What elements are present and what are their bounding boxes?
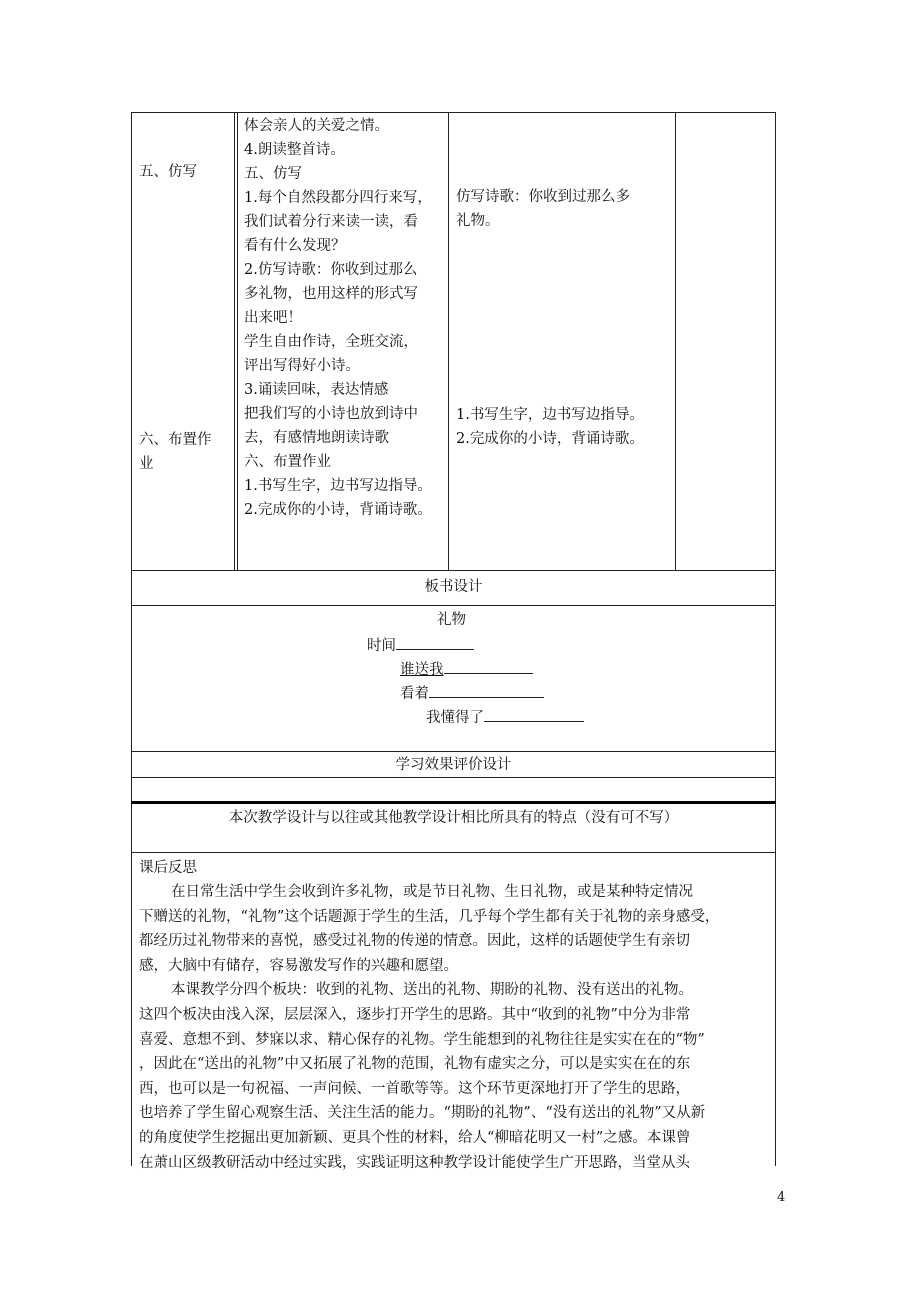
table-border-left <box>131 112 132 1166</box>
row-divider-board-heading <box>131 570 776 571</box>
col1-rewrite: 五、仿写 <box>139 164 197 180</box>
col1-homework-cont: 业 <box>139 456 154 472</box>
reflection-line: 的角度使学生挖掘出更加新颖、更具个性的材料，给人“柳暗花明又一村”之感。本课曾 <box>139 1129 691 1146</box>
table-border-right <box>775 112 776 1166</box>
reflection-body <box>139 880 771 1175</box>
col3-homework-line1: 1.书写生字，边书写边指导。 <box>456 407 644 423</box>
reflection-line: 也培养了学生留心观察生活、关注生活的能力。“期盼的礼物”、“没有送出的礼物”又从新 <box>139 1105 706 1122</box>
page-number: 4 <box>777 1190 786 1205</box>
board-line-learn: 我懂得了 <box>426 705 584 730</box>
row-divider-reflection <box>131 852 776 853</box>
column-divider-3 <box>675 112 676 570</box>
reflection-line: ，因此在“送出的礼物”中又拓展了礼物的范围，礼物有虚实之分，可以是实实在在的东 <box>139 1056 691 1073</box>
blank-time <box>396 633 474 650</box>
col1-homework: 六、布置作 <box>139 432 212 448</box>
table-border-top <box>131 112 776 113</box>
board-heading: 板书设计 <box>424 579 483 595</box>
board-line-look: 看着 <box>400 681 544 706</box>
evaluation-heading: 学习效果评价设计 <box>395 757 512 773</box>
board-line-time: 时间 <box>367 633 474 658</box>
col3-rewrite-line2: 礼物。 <box>456 213 500 229</box>
reflection-line: 喜爱、意想不到、梦寐以求、精心保存的礼物。学生能想到的礼物往往是实实在在的“物” <box>139 1031 705 1048</box>
blank-who <box>444 657 533 674</box>
features-heading: 本次教学设计与以往或其他教学设计相比所具有的特点（没有可不写） <box>228 810 679 826</box>
reflection-line: 在萧山区级教研活动中经过实践，实践证明这种教学设计能使学生广开思路，当堂从头 <box>139 1154 690 1171</box>
row-divider-board-content <box>131 605 776 606</box>
reflection-line: 西，也可以是一句祝福、一声问候、一首歌等等。这个环节更深地打开了学生的思路， <box>139 1080 690 1097</box>
reflection-line: 这四个板决由浅入深，层层深入，逐步打开学生的思路。其中“收到的礼物”中分为非常 <box>139 1006 691 1023</box>
thick-divider <box>131 801 776 804</box>
row-divider-eval-heading <box>131 751 776 752</box>
reflection-line: 感，大脑中有储存，容易激发写作的兴趣和愿望。 <box>139 957 458 974</box>
board-title: 礼物 <box>437 612 466 628</box>
board-line-who: 谁送我 <box>400 657 533 682</box>
col3-homework-line2: 2.完成你的小诗，背诵诗歌。 <box>456 431 644 447</box>
column-divider-1 <box>234 112 235 570</box>
row-divider-eval-content <box>131 777 776 778</box>
reflection-heading: 课后反思 <box>139 860 197 876</box>
col3-rewrite-line1: 仿写诗歌：你收到过那么多 <box>456 189 630 205</box>
reflection-line: 本课教学分四个板块：收到的礼物、送出的礼物、期盼的礼物、没有送出的礼物。 <box>171 982 693 999</box>
blank-look <box>429 681 544 698</box>
column-divider-2 <box>448 112 449 570</box>
blank-learn <box>484 705 584 722</box>
reflection-line: 下赠送的礼物，“礼物”这个话题源于学生的生活，几乎每个学生都有关于礼物的亲身感受， <box>139 908 720 925</box>
reflection-line: 在日常生活中学生会收到许多礼物，或是节日礼物、生日礼物，或是某种特定情况 <box>171 884 693 900</box>
reflection-line: 都经历过礼物带来的喜悦，感受过礼物的传递的情意。因此，这样的话题使学生有亲切 <box>139 933 690 950</box>
column-divider-1b <box>237 112 238 570</box>
